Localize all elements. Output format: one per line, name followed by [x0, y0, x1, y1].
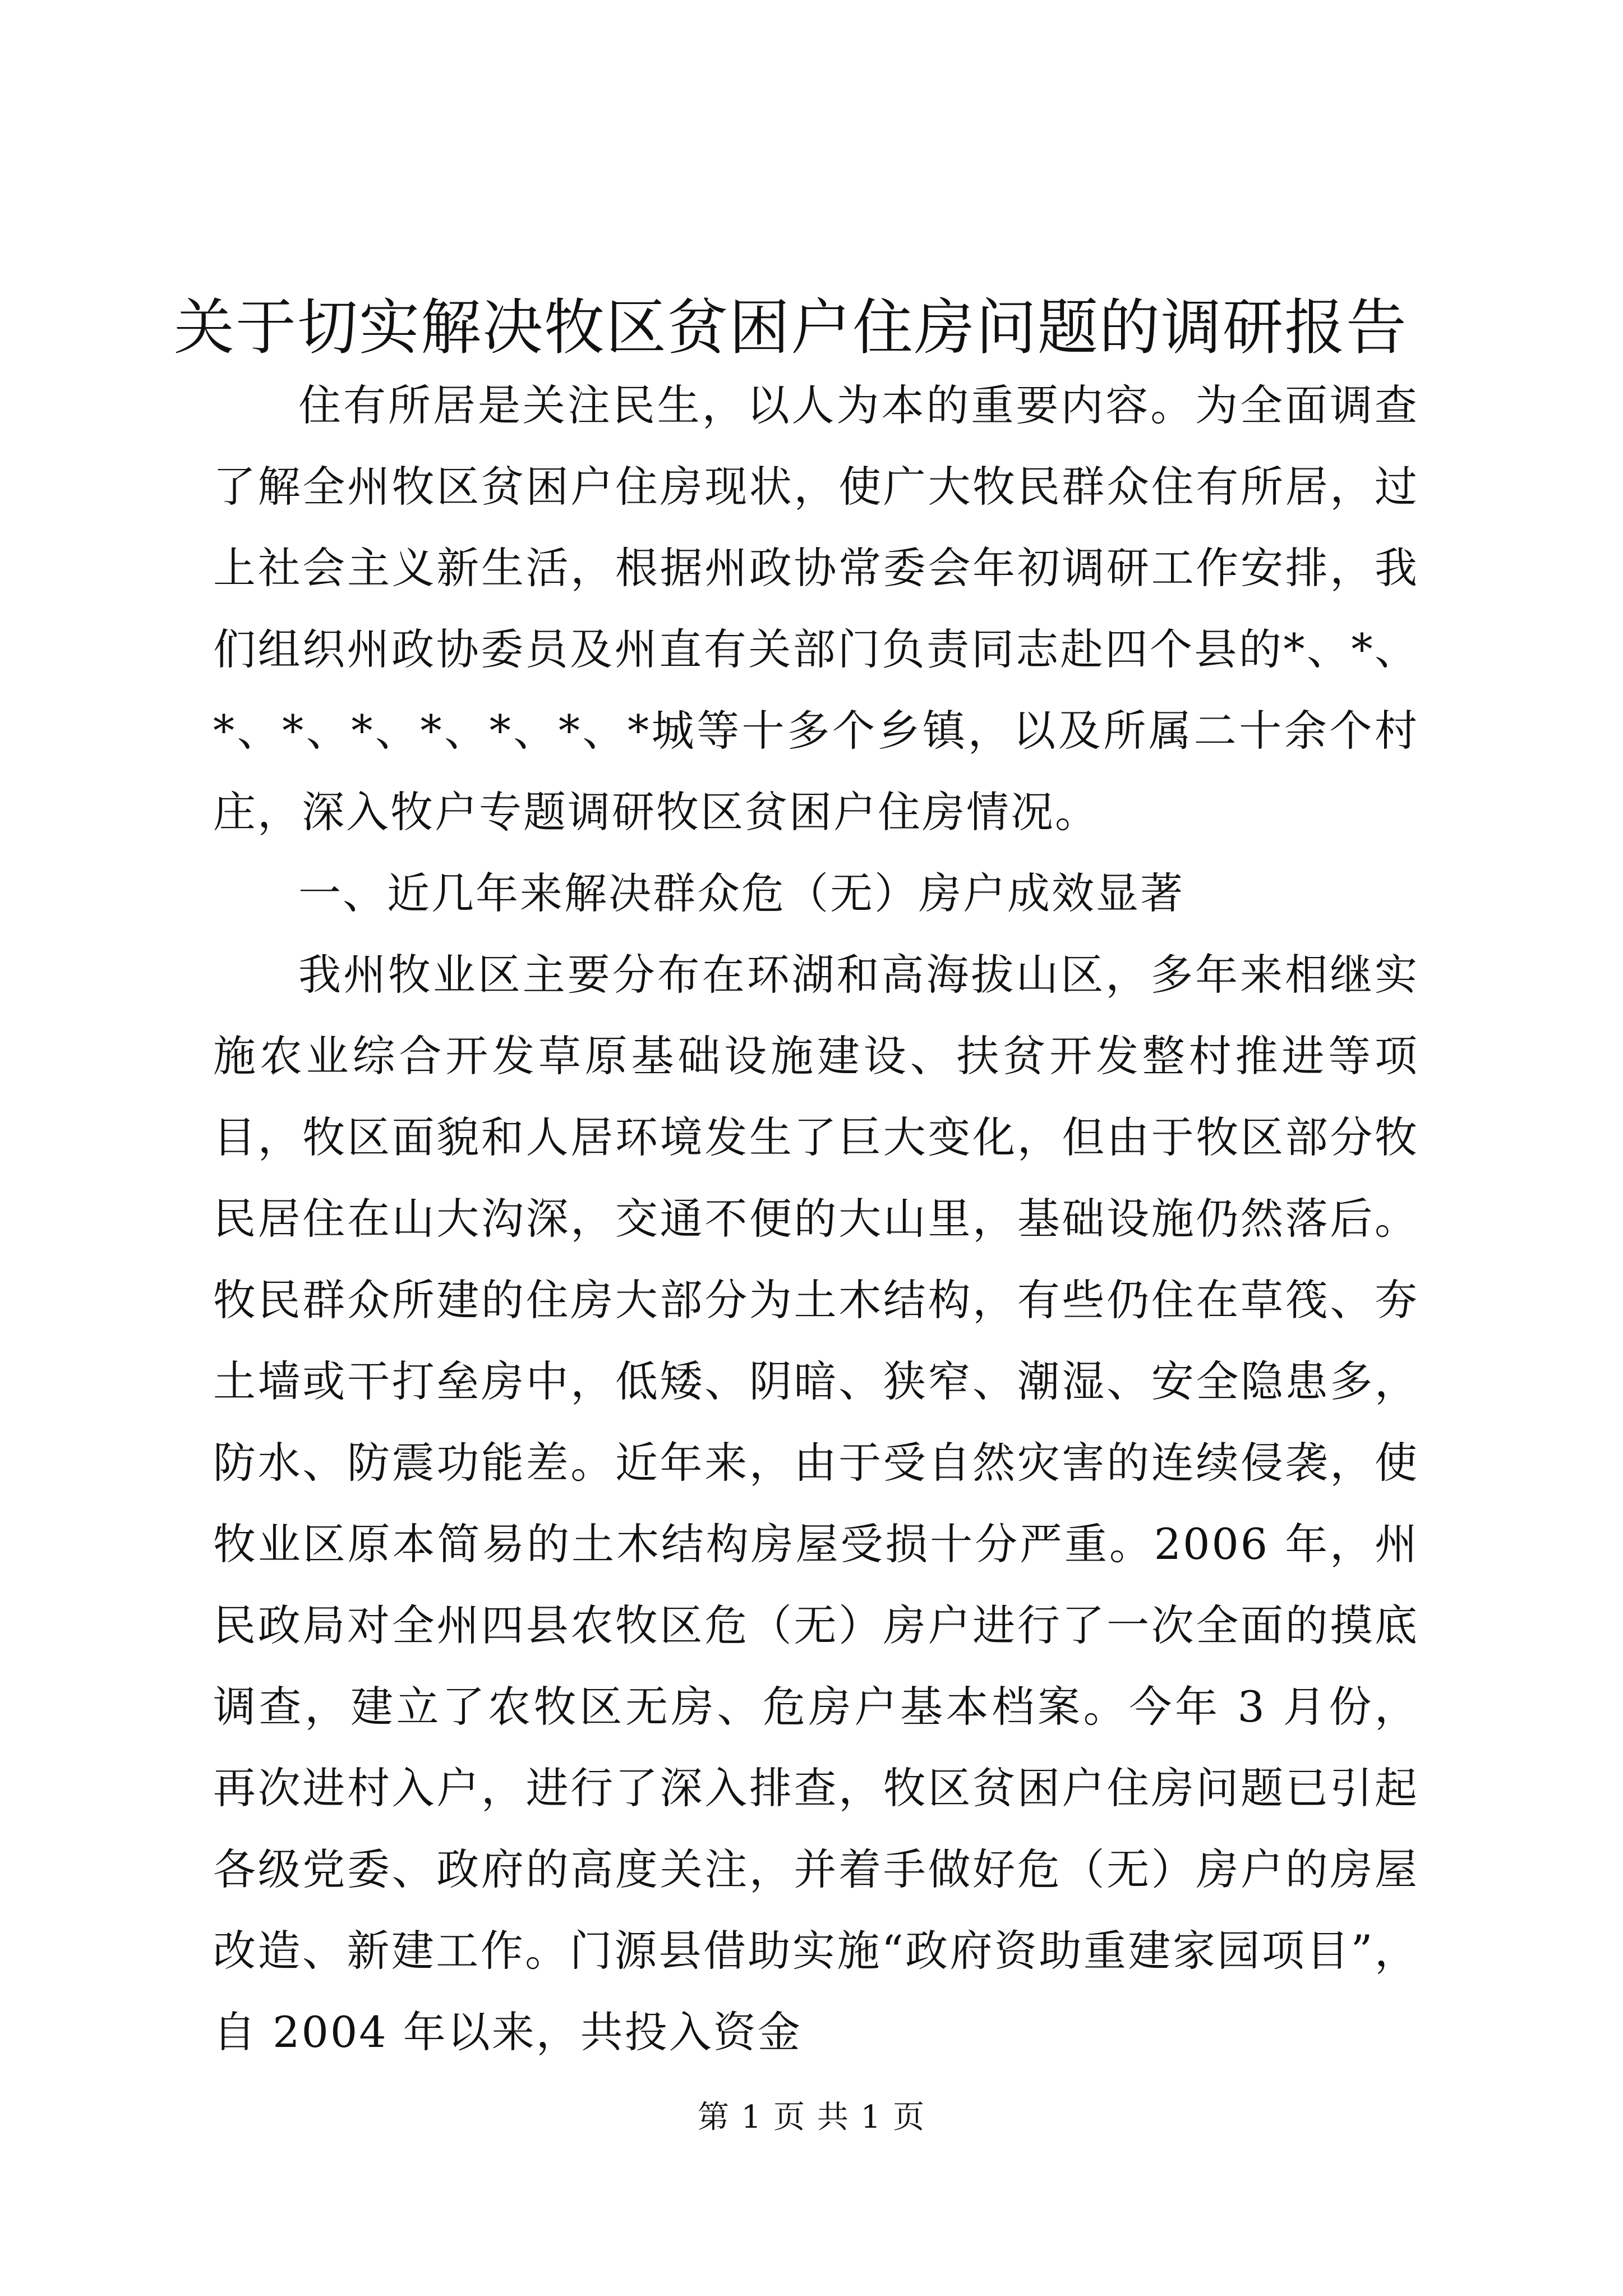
section-heading: 一、近几年来解决群众危（无）房户成效显著 [298, 868, 1184, 918]
document-title: 关于切实解决牧区贫困户住房问题的调研报告 [174, 293, 1408, 363]
intro-paragraph: 住有所居是关注民生，以人为本的重要内容。为全面调查了解全州牧区贫困户住房现状，使广大牧民群众住有所居，过上社会主义新生活，根据州政协常委会年初调研工作安排，我们组织州政协委员及州直有关部门负责同志赴四个县的*、*、*、*、*、*、*、*、*城等十多个乡镇，以及所属二十余个村庄，深入牧户专题调研牧区贫困户住房情况。 [213, 380, 1419, 837]
page-footer: 第 1 页 共 1 页 [697, 2099, 926, 2136]
document-body [213, 365, 1419, 2073]
body-paragraph: 我州牧业区主要分布在环湖和高海拔山区，多年来相继实施农业综合开发草原基础设施建设、扶贫开发整村推进等项目，牧区面貌和人居环境发生了巨大变化，但由于牧区部分牧民居住在山大沟深，交通不便的大山里，基础设施仍然落后。牧民群众所建的住房大部分为土木结构，有些仍住在草筏、夯土墙或干打垒房中，低矮、阴暗、狭窄、潮湿、安全隐患多，防水、防震功能差。近年来，由于受自然灾害的连续侵袭，使牧业区原本简易的土木结构房屋受损十分严重。2006 年，州民政局对全州四县农牧区危（无）房户进行了一次全面的摸底调查，建立了农牧区无房、危房户基本档案。今年 3 月份，再次进村入户，进行了深入排查，牧区贫困户住房问题已引起各级党委、政府的高度关注，并着手做好危（无）房户的房屋改造、新建工作。门源县借助实施“政府资助重建家园项目”，自 2004 年以来，共投入资金 [213, 950, 1419, 2057]
